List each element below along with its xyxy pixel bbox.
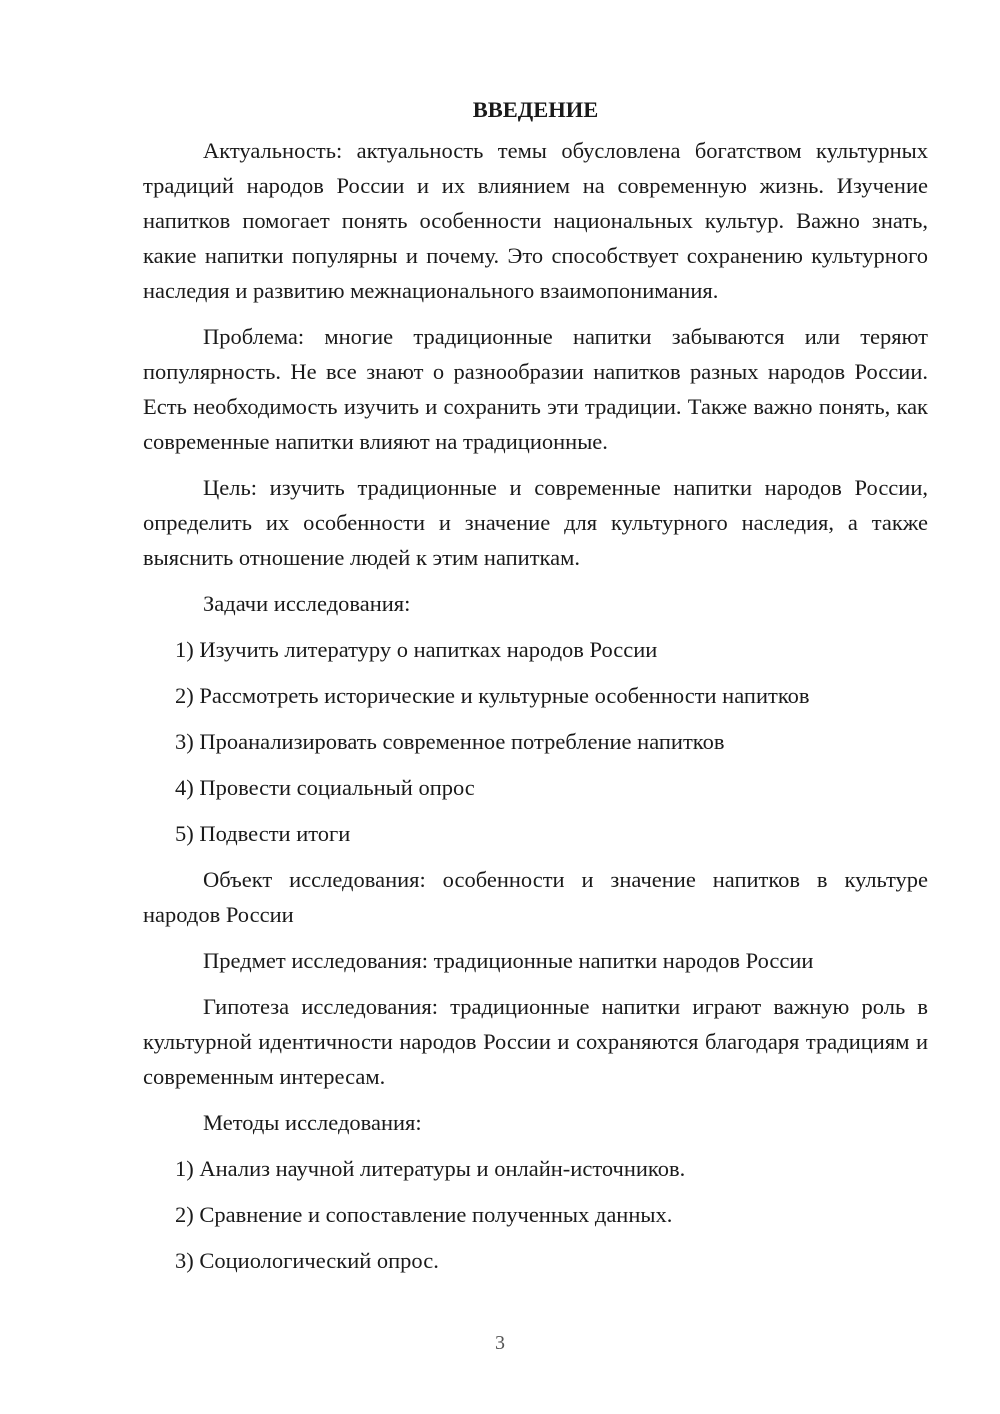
list-item: 2) Сравнение и сопоставление полученных данных. xyxy=(175,1202,673,1227)
object-paragraph: Объект исследования: особенности и значение напитков в культуре народов России xyxy=(143,867,928,927)
section-title: ВВЕДЕНИЕ xyxy=(472,97,599,122)
document-page xyxy=(143,92,928,1289)
list-item: 5) Подвести итоги xyxy=(175,821,351,846)
relevance-paragraph: Актуальность: актуальность темы обусловлена богатством культурных традиций народов России и их влиянием на современную жизнь. Изучение напитков помогает понять особенности национальных культур. Важно знать, какие напитки популярны и почему. Это способствует сохранению культурного наследия и развитию межнационального взаимопонимания. xyxy=(143,138,928,303)
list-item: 1) Изучить литературу о напитках народов России xyxy=(175,637,658,662)
tasks-list xyxy=(143,632,928,851)
hypothesis-paragraph: Гипотеза исследования: традиционные напитки играют важную роль в культурной идентичности народов России и сохраняются благодаря традициям и современным интересам. xyxy=(143,994,928,1089)
tasks-heading: Задачи исследования: xyxy=(203,591,411,616)
list-item: 2) Рассмотреть исторические и культурные особенности напитков xyxy=(175,683,810,708)
list-item: 1) Анализ научной литературы и онлайн-источников. xyxy=(175,1156,686,1181)
methods-heading: Методы исследования: xyxy=(203,1110,422,1135)
methods-list xyxy=(143,1151,928,1278)
list-item: 3) Социологический опрос. xyxy=(175,1248,439,1273)
page-number: 3 xyxy=(495,1332,505,1354)
list-item: 3) Проанализировать современное потребление напитков xyxy=(175,729,725,754)
subject-paragraph: Предмет исследования: традиционные напитки народов России xyxy=(203,948,814,973)
goal-paragraph: Цель: изучить традиционные и современные напитки народов России, определить их особенности и значение для культурного наследия, а также выяснить отношение людей к этим напиткам. xyxy=(143,475,928,570)
list-item: 4) Провести социальный опрос xyxy=(175,775,475,800)
problem-paragraph: Проблема: многие традиционные напитки забываются или теряют популярность. Не все знают о разнообразии напитков разных народов России. Есть необходимость изучить и сохранить эти традиции. Также важно понять, как современные напитки влияют на традиционные. xyxy=(143,324,928,454)
